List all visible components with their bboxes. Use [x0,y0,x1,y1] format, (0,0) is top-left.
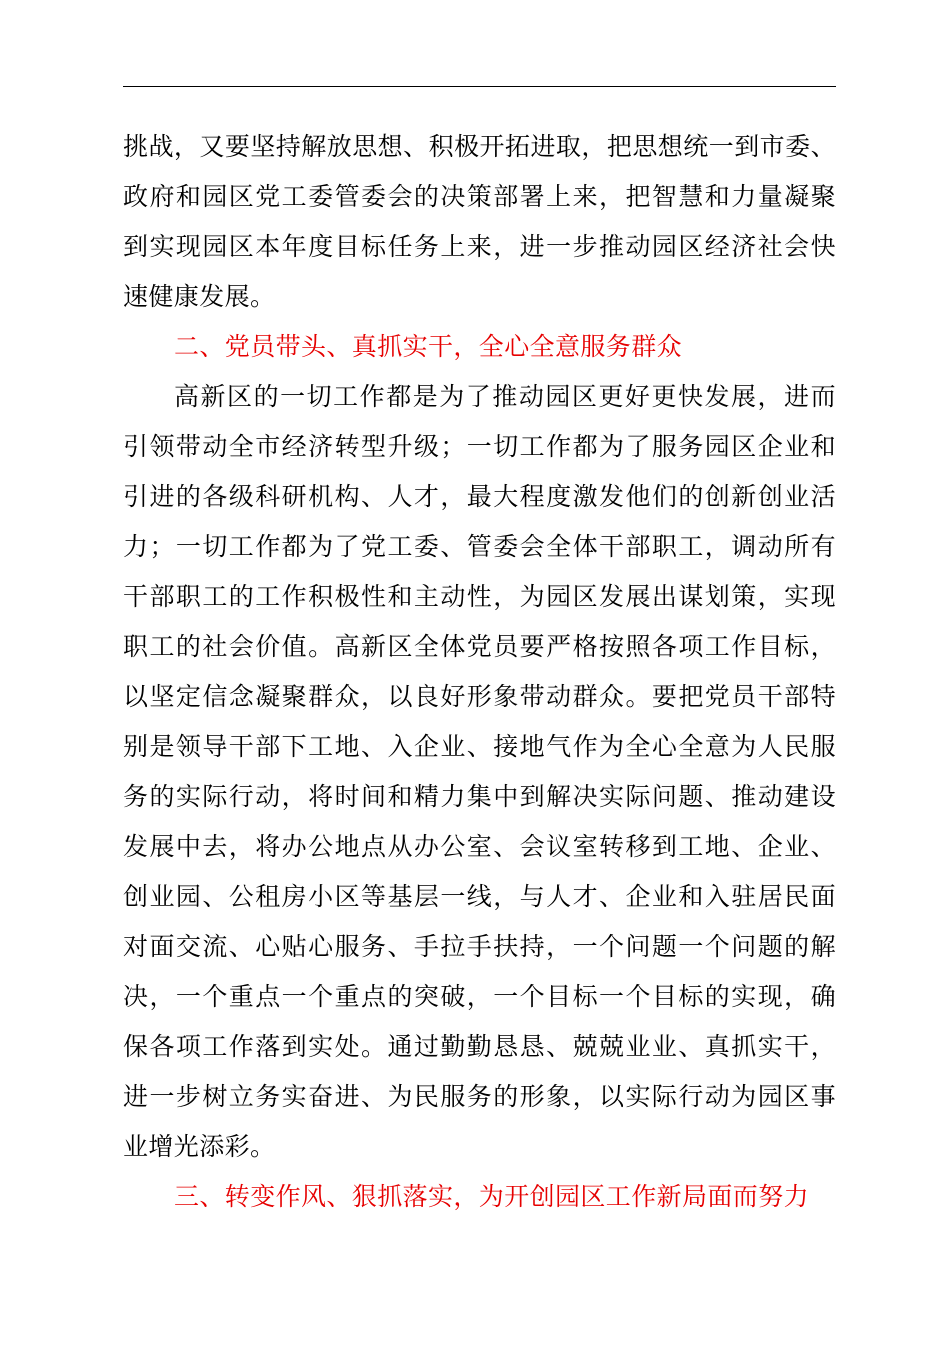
text-line: 务的实际行动，将时间和精力集中到解决实际问题、推动建设 [123,782,836,811]
text-line: 政府和园区党工委管委会的决策部署上来，把智慧和力量凝聚 [123,182,836,211]
text-line: 速健康发展。 [123,282,276,311]
text-line: 别是领导干部下工地、入企业、接地气作为全心全意为人民服 [123,732,836,761]
text-line: 以坚定信念凝聚群众，以良好形象带动群众。要把党员干部特 [123,682,836,711]
text-line: 发展中去，将办公地点从办公室、会议室转移到工地、企业、 [123,832,836,861]
text-line: 引进的各级科研机构、人才，最大程度激发他们的创新创业活 [123,482,836,511]
continuation-paragraph [123,122,836,322]
text-line: 决，一个重点一个重点的突破，一个目标一个目标的实现，确 [123,982,836,1011]
text-line: 职工的社会价值。高新区全体党员要严格按照各项工作目标， [123,632,836,661]
text-line: 引领带动全市经济转型升级；一切工作都为了服务园区企业和 [123,432,836,461]
text-line: 到实现园区本年度目标任务上来，进一步推动园区经济社会快 [123,232,836,261]
text-line: 进一步树立务实奋进、为民服务的形象，以实际行动为园区事 [123,1082,836,1111]
text-line: 干部职工的工作积极性和主动性，为园区发展出谋划策，实现 [123,582,836,611]
text-line: 高新区的一切工作都是为了推动园区更好更快发展，进而 [174,382,836,411]
document-body [123,122,836,1222]
section-two-paragraph [123,372,836,1172]
text-line: 创业园、公租房小区等基层一线，与人才、企业和入驻居民面 [123,882,836,911]
header-rule [123,86,836,87]
section-three-heading: 三、转变作风、狠抓落实，为开创园区工作新局面而努力 [174,1182,810,1211]
text-line: 保各项工作落到实处。通过勤勤恳恳、兢兢业业、真抓实干， [123,1032,836,1061]
text-line: 挑战，又要坚持解放思想、积极开拓进取，把思想统一到市委、 [123,132,836,161]
text-line: 力；一切工作都为了党工委、管委会全体干部职工，调动所有 [123,532,836,561]
text-line: 对面交流、心贴心服务、手拉手扶持，一个问题一个问题的解 [123,932,836,961]
text-line: 业增光添彩。 [123,1132,276,1161]
section-two-heading: 二、党员带头、真抓实干，全心全意服务群众 [174,332,683,361]
